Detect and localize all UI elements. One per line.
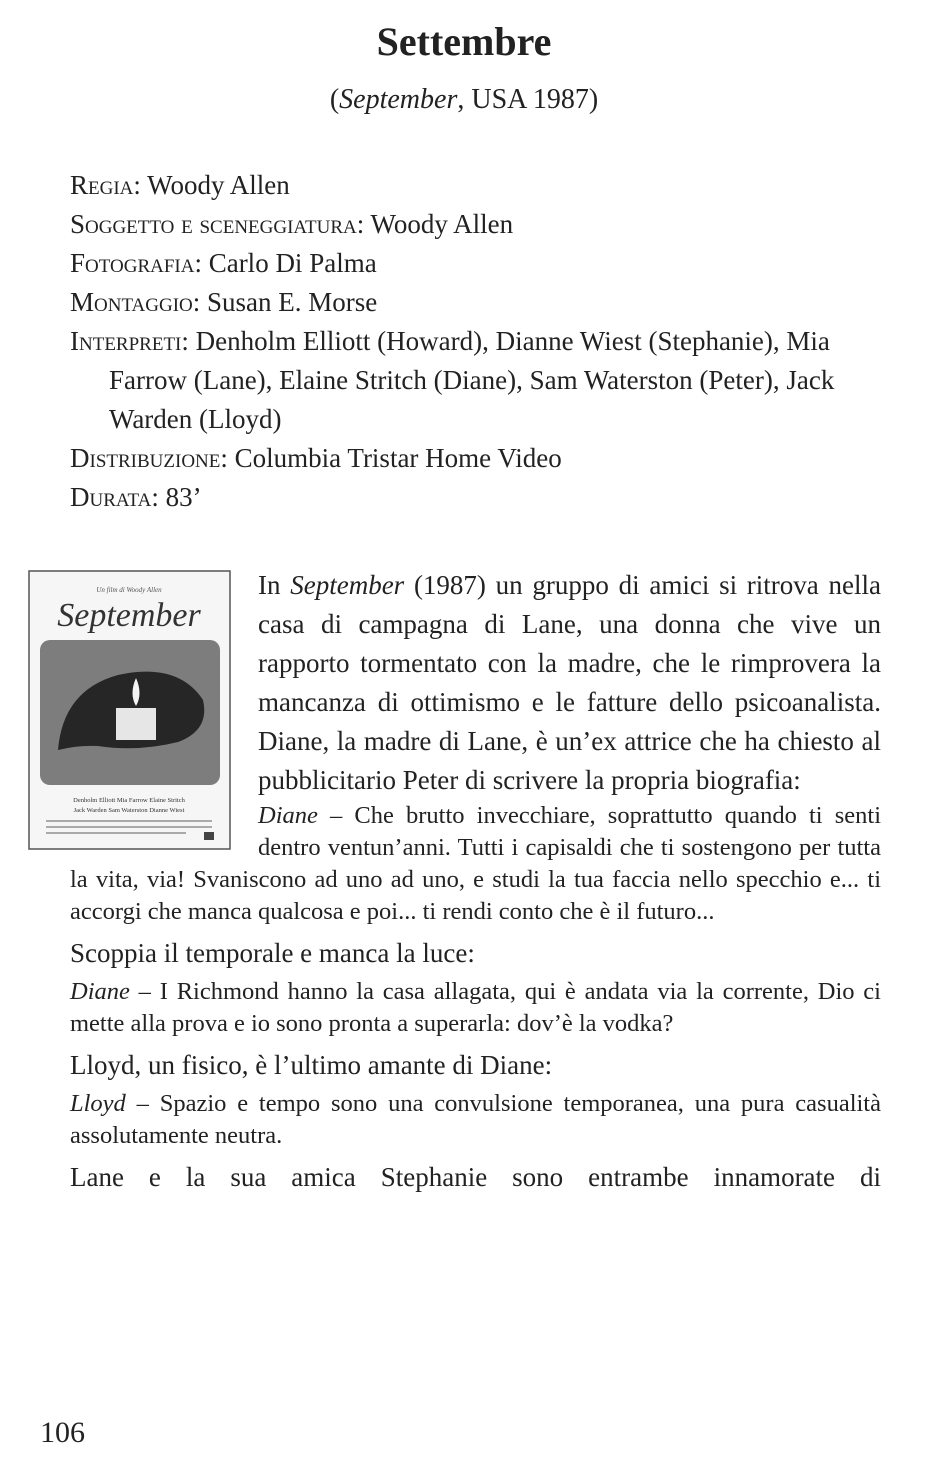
- subtitle-paren: (: [329, 84, 340, 115]
- article-body: [70, 566, 881, 1200]
- page-subtitle: [0, 84, 928, 116]
- credit-label: Fotografia:: [70, 248, 202, 278]
- credit-label: Soggetto e sceneggiatura:: [70, 209, 365, 239]
- poster-float-space: [70, 566, 258, 852]
- speaker-name: Diane: [258, 802, 318, 829]
- poster-title: September: [57, 597, 201, 634]
- page-number: 106: [40, 1416, 85, 1449]
- subtitle-country-year: , USA 1987): [457, 84, 599, 115]
- original-title: September: [339, 84, 458, 115]
- paragraph-storm: Scoppia il temporale e manca la luce:: [70, 938, 475, 968]
- credit-label: Montaggio:: [70, 287, 201, 317]
- credit-value: Columbia Tristar Home Video: [234, 443, 562, 473]
- quote-text: – Spazio e tempo sono una convulsione temporanea, una pura casualità assolutamente neutra.: [70, 1090, 881, 1149]
- credit-label: Durata:: [70, 482, 159, 512]
- credit-distribuzione: [70, 439, 890, 478]
- intro-start: In: [258, 570, 291, 600]
- quote-text: – Che brutto invecchiare, soprattutto quando ti senti dentro ventun’anni. Tutti i capisaldi che ti sostengono per tutta la vita, via! Svaniscono ad uno ad uno, e studi la tua faccia nello specchio e... ti accorgi che manca qualcosa e poi... ti rendi conto che è il futuro...: [70, 802, 881, 925]
- paragraph-lane-stephanie: Lane e la sua amica Stephanie sono entrambe innamorate di: [70, 1162, 881, 1192]
- quote-diane-2: [70, 976, 881, 1040]
- credit-value: Susan E. Morse: [207, 287, 378, 317]
- quote-text: – I Richmond hanno la casa allagata, qui è andata via la corrente, Dio ci mette alla prova e io sono pronta a superarla: dov’è la vodka?: [70, 978, 881, 1037]
- credit-value: Woody Allen: [147, 170, 290, 200]
- credits-block: [70, 166, 890, 517]
- credit-montaggio: [70, 283, 890, 322]
- speaker-name: Lloyd: [70, 1090, 126, 1117]
- credit-value: Woody Allen: [370, 209, 514, 239]
- credit-value: 83’: [165, 482, 202, 512]
- credit-interpreti: [70, 322, 890, 439]
- credit-sceneggiatura: [70, 205, 890, 244]
- credit-fotografia: [70, 244, 890, 283]
- credit-value: Denholm Elliott (Howard), Dianne Wiest (Stephanie), Mia Farrow (Lane), Elaine Stritch (Diane), Sam Waterston (Peter), Jack Warden (Lloyd): [109, 326, 835, 434]
- poster-top-line: Un film di Woody Allen: [96, 586, 162, 594]
- film-title-inline: September: [290, 570, 405, 600]
- credit-label: Distribuzione:: [70, 443, 228, 473]
- paragraph-lloyd: Lloyd, un fisico, è l’ultimo amante di Diane:: [70, 1050, 553, 1080]
- quote-lloyd: [70, 1088, 881, 1152]
- speaker-name: Diane: [70, 978, 130, 1005]
- credit-durata: [70, 478, 890, 517]
- credit-label: Regia:: [70, 170, 141, 200]
- page-title: Settembre: [376, 19, 552, 64]
- credit-regia: [70, 166, 890, 205]
- credit-label: Interpreti:: [70, 326, 189, 356]
- credit-value: Carlo Di Palma: [208, 248, 377, 278]
- intro-text: (1987) un gruppo di amici si ritrova nella casa di campagna di Lane, una donna che vive un rapporto tormentato con la madre, che le rimprovera la mancanza di ottimismo e le fatture dello psicoanalista. Diane, la madre di Lane, è un’ex attrice che ha chiesto al pubblicitario Peter di scrivere la propria biografia:: [258, 570, 881, 795]
- poster-cast-line: Denholm Elliott Mia Farrow Elaine Stritch: [73, 797, 185, 804]
- poster-cast-line: Jack Warden Sam Waterston Dianne Wiest: [73, 807, 185, 814]
